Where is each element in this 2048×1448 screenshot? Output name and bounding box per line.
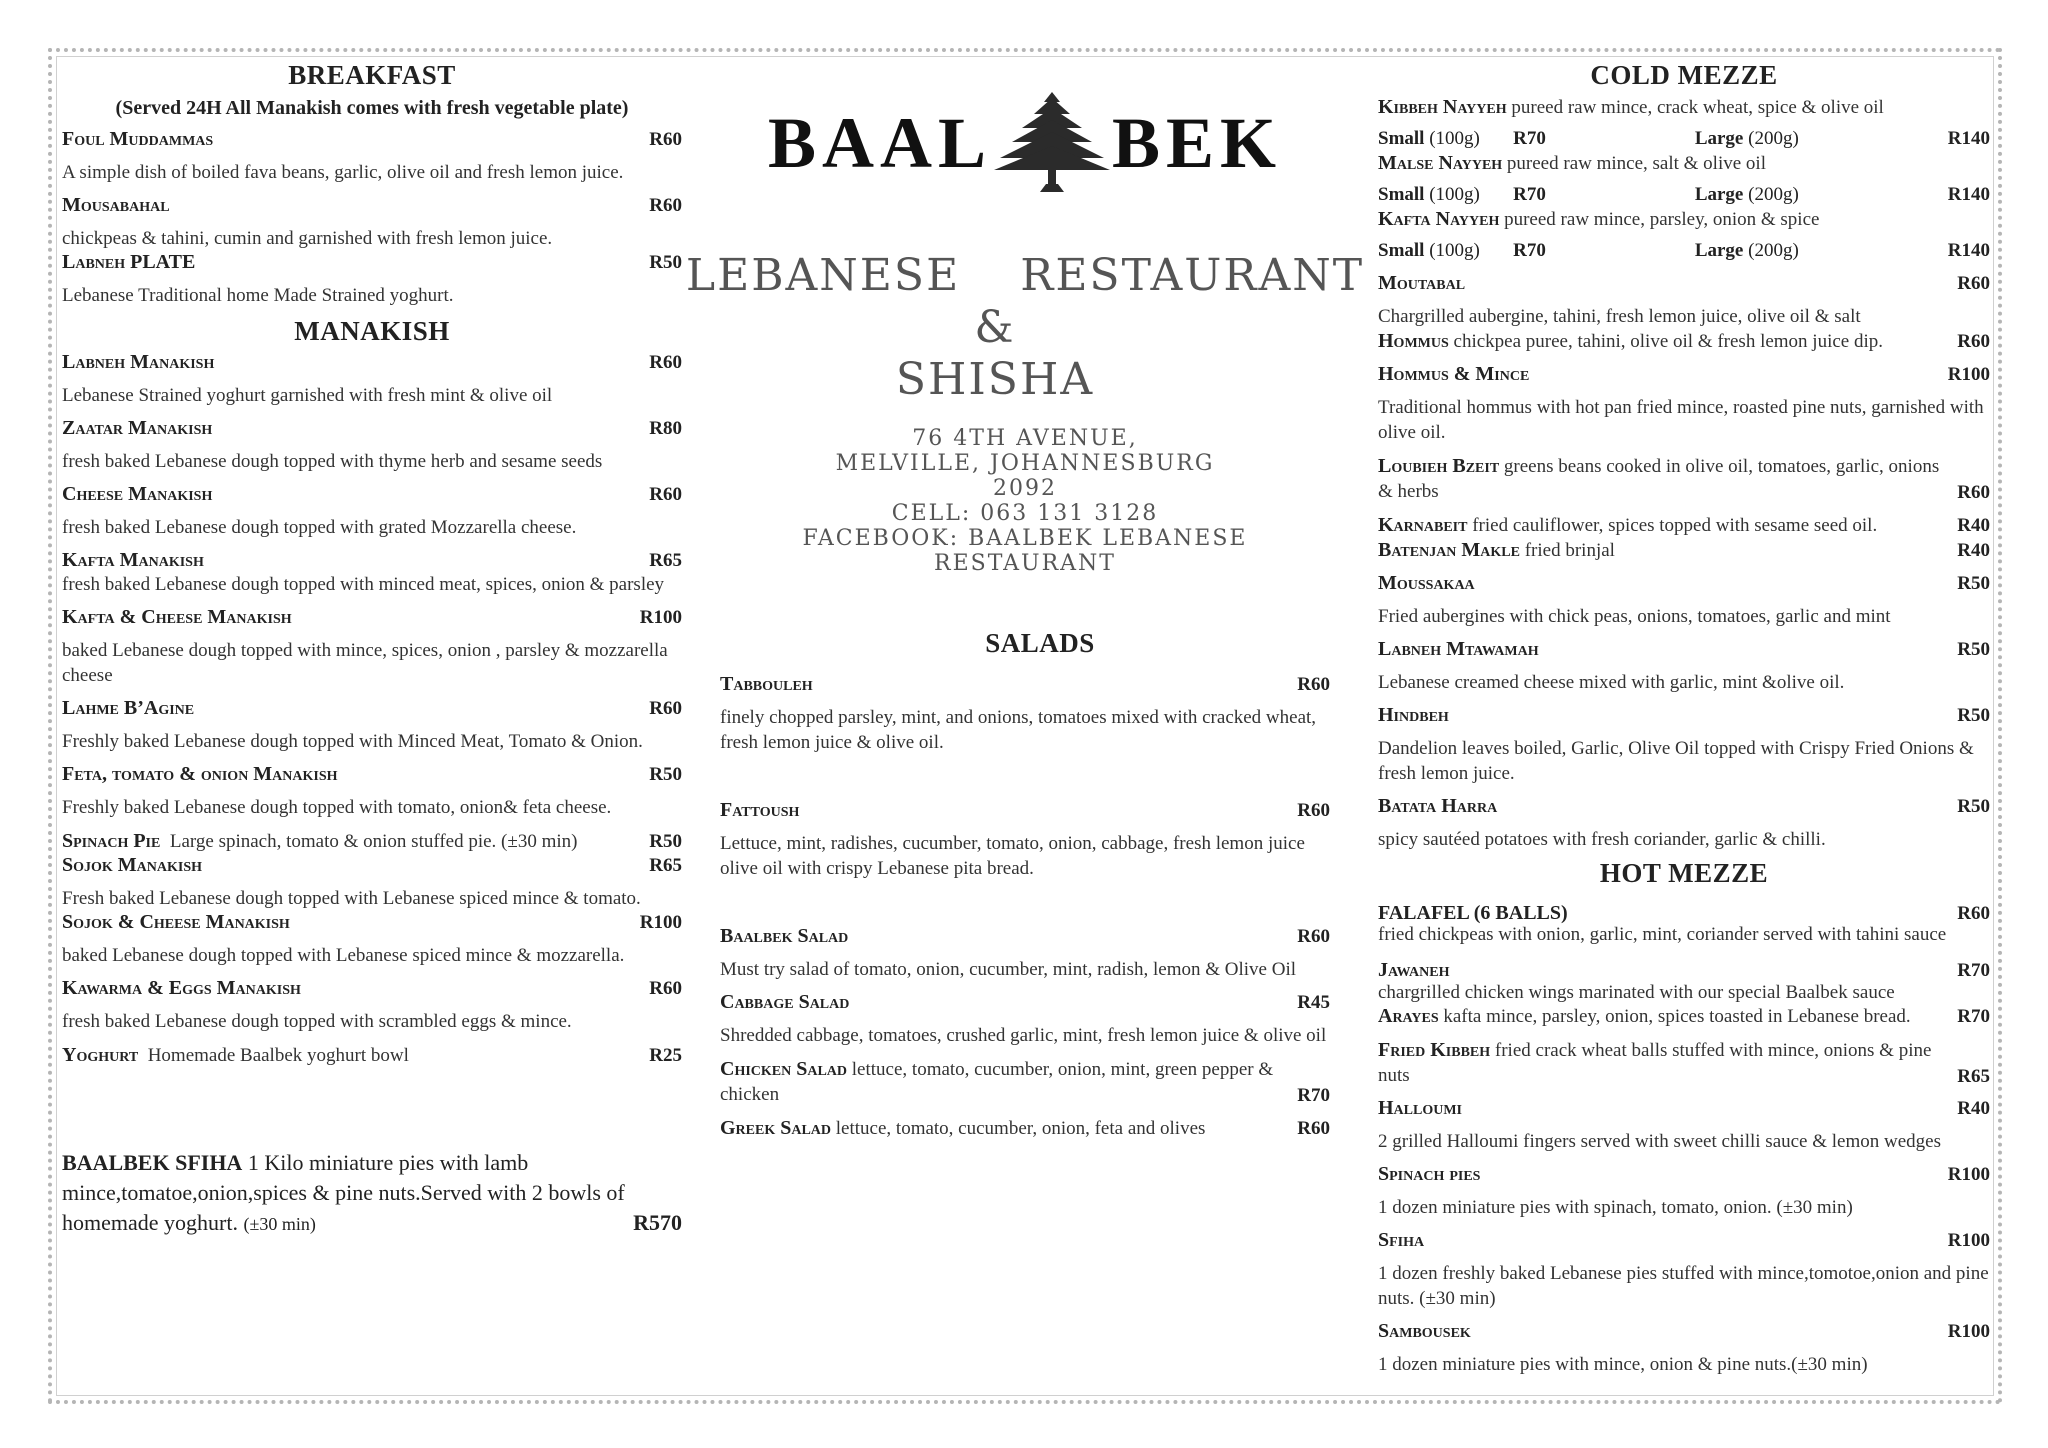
list-item xyxy=(1378,363,1990,445)
item-price: R60 xyxy=(1957,482,1990,503)
list-item xyxy=(1378,513,1990,538)
size-weight: (200g) xyxy=(1748,184,1799,205)
item-desc: fried cauliflower, spices topped with sesame seed oil. xyxy=(1472,515,1878,536)
item-price: R70 xyxy=(1513,240,1546,261)
item-name: Sojok Manakish xyxy=(62,854,203,876)
item-desc: 1 dozen miniature pies with spinach, tomato, onion. (±30 min) xyxy=(1378,1197,1853,1218)
list-item xyxy=(720,1057,1330,1107)
list-item xyxy=(62,351,682,408)
list-item xyxy=(1378,959,1990,1004)
list-item xyxy=(1378,1097,1990,1154)
item-desc: Must try salad of tomato, onion, cucumber, mint, radish, lemon & Olive Oil xyxy=(720,959,1297,980)
item-price: R60 xyxy=(1297,674,1330,695)
list-item xyxy=(1378,1163,1990,1220)
list-item xyxy=(1378,538,1990,563)
item-desc: finely chopped parsley, mint, and onions, tomatoes mixed with cracked wheat, fresh lemon juice & olive oil. xyxy=(720,707,1317,753)
item-price: R60 xyxy=(1297,926,1330,947)
item-desc: Lebanese creamed cheese mixed with garlic, mint &olive oil. xyxy=(1378,672,1845,693)
item-name: Sojok & Cheese Manakish xyxy=(62,911,290,933)
item-desc: lettuce, tomato, cucumber, onion, mint, green pepper & chicken xyxy=(720,1059,1274,1105)
item-price: R65 xyxy=(649,855,682,876)
item-name: Halloumi xyxy=(1378,1097,1463,1119)
list-item xyxy=(62,417,682,474)
sfiha-note: (±30 min) xyxy=(243,1214,316,1234)
item-price: R60 xyxy=(649,195,682,216)
size-weight: (200g) xyxy=(1748,240,1799,261)
item-desc: fried crack wheat balls stuffed with mince, onions & pine nuts xyxy=(1378,1040,1932,1086)
item-desc: chickpea puree, tahini, olive oil & fresh lemon juice dip. xyxy=(1453,331,1884,352)
item-desc: chickpeas & tahini, cumin and garnished with fresh lemon juice. xyxy=(62,228,553,249)
item-desc: kafta mince, parsley, onion, spices toasted in Lebanese bread. xyxy=(1443,1006,1911,1027)
item-desc: fresh baked Lebanese dough topped with minced meat, spices, onion & parsley xyxy=(62,574,665,595)
item-name: Spinach pies xyxy=(1378,1163,1481,1185)
list-item xyxy=(1378,454,1990,504)
item-name: Baalbek Salad xyxy=(720,925,849,947)
item-price: R100 xyxy=(1947,1230,1990,1251)
item-price: R100 xyxy=(1947,1321,1990,1342)
item-price: R60 xyxy=(649,698,682,719)
item-desc: Chargrilled aubergine, tahini, fresh lemon juice, olive oil & salt xyxy=(1378,306,1861,327)
item-price: R100 xyxy=(639,912,682,933)
item-price: R140 xyxy=(1947,128,1990,149)
item-price: R50 xyxy=(1957,705,1990,726)
item-name: Chicken Salad xyxy=(720,1058,848,1080)
sfiha-price: R570 xyxy=(633,1210,682,1235)
item-desc: fresh baked Lebanese dough topped with thyme herb and sesame seeds xyxy=(62,451,603,472)
item-price: R45 xyxy=(1297,992,1330,1013)
list-item xyxy=(62,829,682,854)
list-item xyxy=(720,991,1330,1048)
item-desc: Freshly baked Lebanese dough topped with Minced Meat, Tomato & Onion. xyxy=(62,731,643,752)
item-desc: Lebanese Strained yoghurt garnished with fresh mint & olive oil xyxy=(62,385,553,406)
item-desc: A simple dish of boiled fava beans, garlic, olive oil and fresh lemon juice. xyxy=(62,162,624,183)
list-item xyxy=(1378,272,1990,329)
item-desc: Homemade Baalbek yoghurt bowl xyxy=(147,1045,409,1066)
list-item xyxy=(1378,151,1990,207)
address-line: 76 4TH AVENUE, xyxy=(912,426,1138,451)
item-name: Yoghurt xyxy=(62,1044,139,1066)
item-desc: pureed raw mince, salt & olive oil xyxy=(1506,153,1766,174)
size-label: Large xyxy=(1694,128,1744,149)
address-line: MELVILLE, JOHANNESBURG xyxy=(835,451,1215,476)
list-item xyxy=(1378,95,1990,151)
hot-mezze-title: HOT MEZZE xyxy=(1599,858,1769,888)
list-item xyxy=(1378,902,1990,945)
logo-text-left: BAAL xyxy=(767,102,992,183)
list-item xyxy=(62,251,682,308)
item-name: Hommus & Mince xyxy=(1378,363,1530,385)
list-item xyxy=(1378,329,1990,354)
item-price: R65 xyxy=(649,550,682,571)
item-price: R140 xyxy=(1947,240,1990,261)
item-price: R50 xyxy=(1957,796,1990,817)
item-price: R65 xyxy=(1957,1066,1990,1087)
list-item xyxy=(62,763,682,820)
list-item xyxy=(720,673,1330,755)
item-price: R50 xyxy=(1957,573,1990,594)
item-name: Greek Salad xyxy=(720,1117,832,1139)
item-price: R50 xyxy=(649,764,682,785)
item-price: R140 xyxy=(1947,184,1990,205)
item-price: R40 xyxy=(1957,515,1990,536)
item-desc: pureed raw mince, crack wheat, spice & olive oil xyxy=(1511,97,1884,118)
item-price: R100 xyxy=(1947,1164,1990,1185)
item-name: Fried Kibbeh xyxy=(1378,1039,1491,1061)
item-name: Kafta Manakish xyxy=(62,549,204,571)
item-price: R60 xyxy=(1957,331,1990,352)
list-item xyxy=(62,1043,682,1068)
item-name: Hommus xyxy=(1378,330,1449,352)
item-name: Karnabeit xyxy=(1378,514,1468,536)
list-item xyxy=(62,606,682,688)
restaurant-logo xyxy=(720,88,1330,198)
item-name: Moussakaa xyxy=(1378,572,1475,594)
item-name: Sfiha xyxy=(1378,1229,1425,1251)
item-name: Labneh PLATE xyxy=(62,251,196,273)
item-price: R80 xyxy=(649,418,682,439)
item-desc: Fresh baked Lebanese dough topped with Lebanese spiced mince & tomato. xyxy=(62,888,641,909)
item-name: Lahme B’Agine xyxy=(62,697,195,719)
item-name: Tabbouleh xyxy=(720,673,813,695)
list-item xyxy=(62,977,682,1034)
item-name: FALAFEL (6 BALLS) xyxy=(1378,902,1568,924)
item-desc: Dandelion leaves boiled, Garlic, Olive Oil topped with Crispy Fried Onions & fresh lemon juice. xyxy=(1378,738,1974,784)
item-name: Labneh Mtawamah xyxy=(1378,638,1539,660)
item-name: Jawaneh xyxy=(1378,959,1450,981)
tagline-word: RESTAURANT xyxy=(1020,250,1365,301)
manakish-title: MANAKISH xyxy=(294,316,450,346)
item-price: R70 xyxy=(1513,128,1546,149)
sfiha-name: BAALBEK SFIHA xyxy=(62,1150,243,1175)
item-price: R60 xyxy=(649,129,682,150)
item-name: Moutabal xyxy=(1378,272,1466,294)
size-weight: (100g) xyxy=(1429,128,1480,149)
list-item xyxy=(62,549,682,597)
item-price: R70 xyxy=(1957,960,1990,981)
phone-number: CELL: 063 131 3128 xyxy=(891,501,1159,526)
item-desc: 1 dozen miniature pies with mince, onion & pine nuts.(±30 min) xyxy=(1378,1354,1868,1375)
item-name: Fattoush xyxy=(720,799,800,821)
list-item xyxy=(720,1116,1330,1141)
breakfast-subtitle: (Served 24H All Manakish comes with fresh vegetable plate) xyxy=(115,97,629,119)
item-price: R40 xyxy=(1957,1098,1990,1119)
item-price: R70 xyxy=(1297,1085,1330,1106)
item-desc: chargrilled chicken wings marinated with our special Baalbek sauce xyxy=(1378,982,1895,1003)
breakfast-title: BREAKFAST xyxy=(288,60,456,90)
item-name: Mousabahal xyxy=(62,194,170,216)
size-weight: (200g) xyxy=(1748,128,1799,149)
size-label: Small xyxy=(1378,240,1425,261)
list-item xyxy=(62,854,682,911)
list-item xyxy=(1378,1320,1990,1377)
item-desc: Traditional hommus with hot pan fried mince, roasted pine nuts, garnished with olive oil. xyxy=(1378,397,1984,443)
item-desc: pureed raw mince, parsley, onion & spice xyxy=(1504,209,1820,230)
item-desc: Lebanese Traditional home Made Strained yoghurt. xyxy=(62,285,454,306)
facebook-page: FACEBOOK: BAALBEK LEBANESE RESTAURANT xyxy=(802,526,1248,576)
list-item xyxy=(62,194,682,251)
item-name: Zaatar Manakish xyxy=(62,417,213,439)
item-price: R60 xyxy=(649,978,682,999)
item-price: R100 xyxy=(639,607,682,628)
item-name: Hindbeh xyxy=(1378,704,1449,726)
item-name: Cabbage Salad xyxy=(720,991,850,1013)
item-desc: Freshly baked Lebanese dough topped with tomato, onion& feta cheese. xyxy=(62,797,612,818)
list-item xyxy=(62,911,682,968)
item-price: R100 xyxy=(1947,364,1990,385)
item-desc: Lettuce, mint, radishes, cucumber, tomato, onion, cabbage, fresh lemon juice olive oil with crispy Lebanese pita bread. xyxy=(720,833,1305,879)
item-name: Kawarma & Eggs Manakish xyxy=(62,977,301,999)
item-desc: baked Lebanese dough topped with Lebanese spiced mince & mozzarella. xyxy=(62,945,625,966)
item-name: Kibbeh Nayyeh xyxy=(1378,96,1507,118)
restaurant-tagline xyxy=(685,250,1365,302)
size-label: Small xyxy=(1378,128,1425,149)
sfiha-desc: 1 Kilo miniature pies with lamb mince,tomatoe,onion,spices & pine nuts.Served with 2 bowls of homemade yoghurt. xyxy=(62,1150,625,1235)
item-desc: fried chickpeas with onion, garlic, mint, coriander served with tahini sauce xyxy=(1378,924,1947,945)
list-item xyxy=(720,799,1330,881)
item-price: R60 xyxy=(649,484,682,505)
item-price: R60 xyxy=(649,352,682,373)
item-name: Foul Muddammas xyxy=(62,128,214,150)
item-name: Cheese Manakish xyxy=(62,483,213,505)
item-name: Arayes xyxy=(1378,1005,1439,1027)
item-price: R60 xyxy=(1957,273,1990,294)
tagline-ampersand: & xyxy=(974,302,1016,353)
item-desc: Fried aubergines with chick peas, onions, tomatoes, garlic and mint xyxy=(1378,606,1891,627)
list-item xyxy=(1378,572,1990,629)
item-desc: fresh baked Lebanese dough topped with grated Mozzarella cheese. xyxy=(62,517,577,538)
item-desc: greens beans cooked in olive oil, tomatoes, garlic, onions & herbs xyxy=(1378,456,1940,502)
item-name: Batenjan Makle xyxy=(1378,539,1520,561)
size-weight: (100g) xyxy=(1429,184,1480,205)
item-price: R50 xyxy=(1957,639,1990,660)
size-weight: (100g) xyxy=(1429,240,1480,261)
cedar-tree-icon xyxy=(992,88,1112,198)
list-item xyxy=(62,483,682,540)
item-name: Loubieh Bzeit xyxy=(1378,455,1500,477)
baalbek-sfiha xyxy=(62,1148,682,1239)
item-name: Malse Nayyeh xyxy=(1378,152,1503,174)
size-label: Large xyxy=(1694,240,1744,261)
item-desc: 2 grilled Halloumi fingers served with sweet chilli sauce & lemon wedges xyxy=(1378,1131,1941,1152)
item-desc: 1 dozen freshly baked Lebanese pies stuffed with mince,tomotoe,onion and pine nuts. (±30 min) xyxy=(1378,1263,1989,1309)
item-price: R50 xyxy=(649,252,682,273)
item-name: Spinach Pie xyxy=(62,830,161,852)
item-desc: baked Lebanese dough topped with mince, spices, onion , parsley & mozzarella cheese xyxy=(62,640,668,686)
item-price: R70 xyxy=(1513,184,1546,205)
item-name: Labneh Manakish xyxy=(62,351,215,373)
list-item xyxy=(1378,638,1990,695)
list-item xyxy=(1378,704,1990,786)
item-price: R25 xyxy=(649,1045,682,1066)
item-price: R60 xyxy=(1297,800,1330,821)
list-item xyxy=(1378,1004,1990,1029)
tagline-word: LEBANESE xyxy=(685,250,961,301)
size-label: Small xyxy=(1378,184,1425,205)
item-name: Sambousek xyxy=(1378,1320,1471,1342)
item-price: R40 xyxy=(1957,540,1990,561)
item-desc: spicy sautéed potatoes with fresh coriander, garlic & chilli. xyxy=(1378,829,1826,850)
list-item xyxy=(62,128,682,185)
item-name: Feta, tomato & onion Manakish xyxy=(62,763,338,785)
address-line: 2092 xyxy=(993,476,1057,501)
left-column xyxy=(62,60,682,1239)
item-price: R70 xyxy=(1957,1006,1990,1027)
list-item xyxy=(1378,1038,1990,1088)
list-item xyxy=(62,697,682,754)
item-name: Kafta & Cheese Manakish xyxy=(62,606,292,628)
item-price: R60 xyxy=(1297,1118,1330,1139)
salads-title: SALADS xyxy=(985,628,1095,658)
cold-mezze-title: COLD MEZZE xyxy=(1590,60,1778,90)
item-price: R50 xyxy=(649,831,682,852)
tagline-shisha: SHISHA xyxy=(895,354,1095,405)
item-desc: Large spinach, tomato & onion stuffed pie. (±30 min) xyxy=(169,831,578,852)
size-label: Large xyxy=(1694,184,1744,205)
right-column xyxy=(1378,60,1990,1377)
center-column xyxy=(685,80,1365,1141)
item-desc: Shredded cabbage, tomatoes, crushed garlic, mint, fresh lemon juice & olive oil xyxy=(720,1025,1327,1046)
logo-text-right: BEK xyxy=(1111,102,1283,183)
list-item xyxy=(720,925,1330,982)
item-desc: lettuce, tomato, cucumber, onion, feta and olives xyxy=(835,1118,1206,1139)
list-item xyxy=(1378,207,1990,263)
item-name: Batata Harra xyxy=(1378,795,1498,817)
item-desc: fresh baked Lebanese dough topped with scrambled eggs & mince. xyxy=(62,1011,572,1032)
item-desc: fried brinjal xyxy=(1524,540,1615,561)
list-item xyxy=(1378,1229,1990,1311)
item-price: R60 xyxy=(1957,903,1990,924)
item-name: Kafta Nayyeh xyxy=(1378,208,1500,230)
list-item xyxy=(1378,795,1990,852)
